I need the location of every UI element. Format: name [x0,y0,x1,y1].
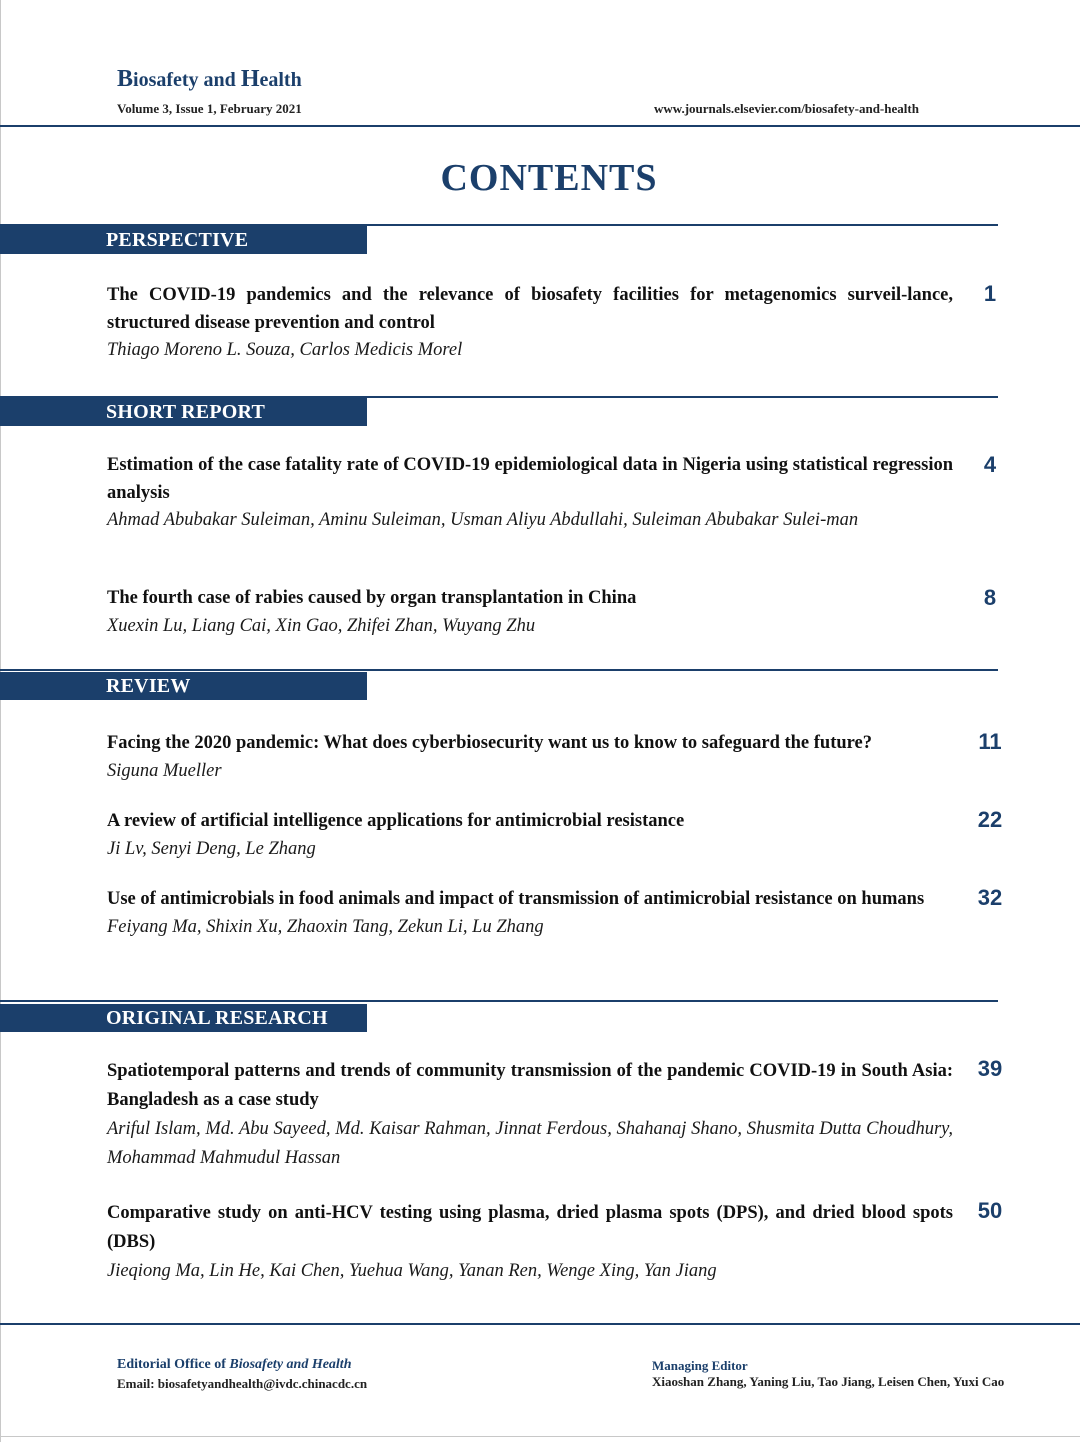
journal-title-part-1: iosafety and [133,69,241,91]
article-authors: Ariful Islam, Md. Abu Sayeed, Md. Kaisar Rahman, Jinnat Ferdous, Shahanaj Shano, Shusmita Dutta Choudhury, Mohammad Mahmudul Hassan [107,1119,953,1168]
article-title[interactable]: Facing the 2020 pandemic: What does cyberbiosecurity want us to know to safeguard the future? [107,733,873,753]
article-title[interactable]: A review of artificial intelligence applications for antimicrobial resistance [107,811,685,831]
journal-title-part-2: ealth [259,69,302,91]
section-label-short-report: SHORT REPORT [106,401,265,423]
article-entry[interactable] [107,808,953,863]
section-label-perspective: PERSPECTIVE [106,229,249,251]
article-authors: Xuexin Lu, Liang Cai, Xin Gao, Zhifei Zhan, Wuyang Zhu [107,615,536,636]
article-entry[interactable] [107,282,953,365]
article-title[interactable]: The COVID-19 pandemics and the relevance of biosafety facilities for metagenomics surveil-lance, structured disease prevention and control [107,285,953,333]
article-entry[interactable] [107,730,953,785]
page-number[interactable]: 22 [977,807,1003,832]
article-entry[interactable] [107,886,953,941]
header-rule [0,125,1080,127]
page-number[interactable]: 1 [983,281,997,306]
article-authors: Jieqiong Ma, Lin He, Kai Chen, Yuehua Wang, Yanan Ren, Wenge Xing, Yan Jiang [107,1261,717,1281]
page-number[interactable]: 32 [977,885,1003,910]
section-rule [0,1000,998,1002]
page-bottom-edge [0,1436,1080,1437]
article-title[interactable]: Spatiotemporal patterns and trends of community transmission of the pandemic COVID-19 in South Asia: Bangladesh as a case study [107,1061,953,1110]
article-authors: Ahmad Abubakar Suleiman, Aminu Suleiman, Usman Aliyu Abdullahi, Suleiman Abubakar Sulei-man [107,510,859,530]
editorial-office-heading [117,1357,352,1373]
article-authors: Thiago Moreno L. Souza, Carlos Medicis Morel [107,340,463,360]
editorial-office-journal: Biosafety and Health [229,1357,352,1372]
article-title[interactable]: Use of antimicrobials in food animals and impact of transmission of antimicrobial resistance on humans [107,889,925,909]
article-entry[interactable] [107,452,953,535]
section-rule [0,669,998,671]
article-entry[interactable] [107,1057,953,1173]
section-label-review: REVIEW [106,675,191,697]
page-number[interactable]: 4 [983,452,997,477]
article-authors: Feiyang Ma, Shixin Xu, Zhaoxin Tang, Zekun Li, Lu Zhang [107,916,544,937]
journal-url: www.journals.elsevier.com/biosafety-and-health [654,101,919,116]
footer-rule [0,1323,1080,1325]
page-number[interactable]: 39 [977,1056,1003,1081]
journal-title-initial-h: H [240,66,260,92]
page-number[interactable]: 50 [977,1198,1003,1223]
section-label-original-research: ORIGINAL RESEARCH [106,1007,328,1029]
contents-heading: CONTENTS [440,157,658,199]
article-entry[interactable] [107,585,953,640]
article-authors: Siguna Mueller [107,760,222,781]
article-entry[interactable] [107,1199,953,1286]
page-left-edge [0,0,1,1442]
editorial-office-prefix: Editorial Office of [117,1357,230,1372]
editorial-email[interactable]: Email: biosafetyandhealth@ivdc.chinacdc.cn [117,1376,368,1391]
article-title[interactable]: Comparative study on anti-HCV testing using plasma, dried plasma spots (DPS), and dried blood spots (DBS) [107,1203,953,1252]
journal-title-initial-b: B [117,66,134,92]
journal-title [117,66,302,93]
page-number[interactable]: 11 [978,729,1002,754]
issue-info: Volume 3, Issue 1, February 2021 [117,101,302,116]
managing-editors: Xiaoshan Zhang, Yaning Liu, Tao Jiang, Leisen Chen, Yuxi Cao [652,1374,1005,1389]
page-number[interactable]: 8 [983,585,997,610]
article-title[interactable]: The fourth case of rabies caused by organ transplantation in China [107,588,637,608]
managing-editor-heading: Managing Editor [652,1358,748,1373]
article-authors: Ji Lv, Senyi Deng, Le Zhang [107,838,316,859]
article-title[interactable]: Estimation of the case fatality rate of COVID-19 epidemiological data in Nigeria using statistical regression analysis [107,455,953,503]
